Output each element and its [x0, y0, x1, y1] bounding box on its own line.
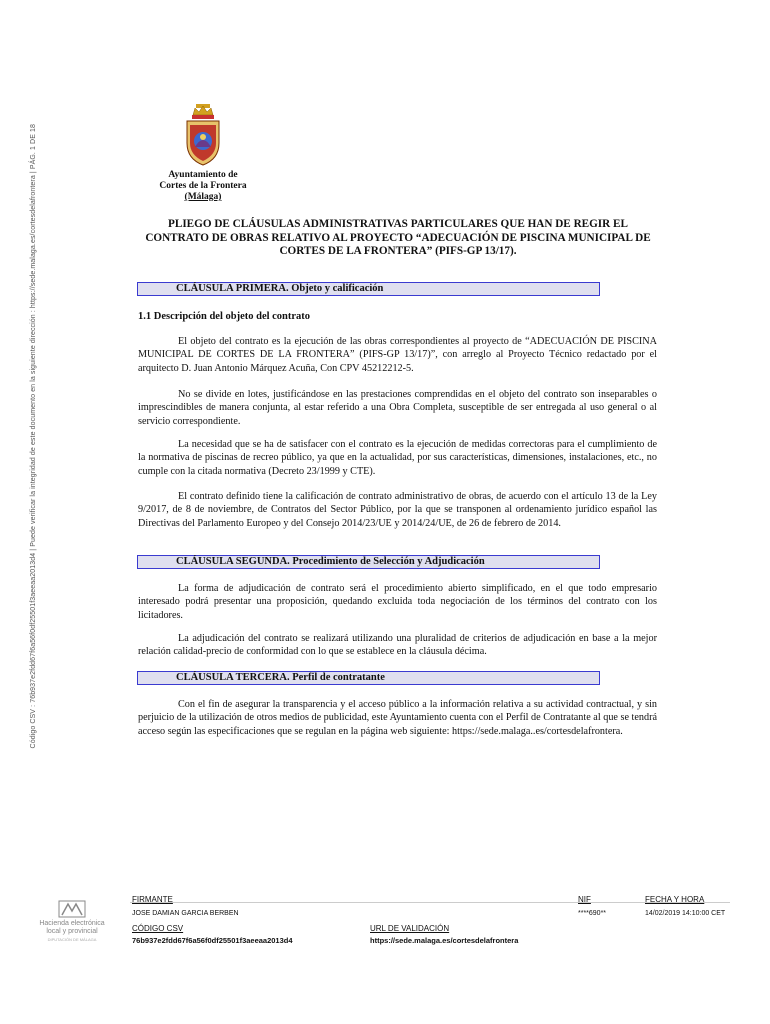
hacienda-logo-text: Hacienda electrónica local y provincial — [39, 920, 105, 935]
hacienda-logo-subtext: DIPUTACIÓN DE MÁLAGA — [47, 937, 97, 942]
clause-1-subheading: 1.1 Descripción del objeto del contrato — [138, 311, 311, 322]
signature-footer — [0, 885, 770, 955]
municipality-province: (Málaga) — [184, 192, 222, 202]
clause-1-heading: CLÁUSULA PRIMERA. Objeto y calificación — [137, 282, 600, 296]
municipality-line-2: Cortes de la Frontera — [159, 181, 247, 191]
footer-divider — [130, 902, 730, 903]
signer-value: JOSE DAMIAN GARCIA BERBEN — [132, 910, 239, 917]
csv-label: CÓDIGO CSV — [132, 924, 184, 933]
clause-1-paragraph-1: El objeto del contrato es la ejecución de las obras correspondientes al proyecto de “ADECUACIÓN DE PISCINA MUNICIPAL DE CORTES DE LA FRONTERA” (PIFS-GP 13/17)”, con arreglo al Proyecto Técnico redactado por el arquitecto D. Juan Antonio Márquez Acuña, Con CPV 45212212-5. — [138, 336, 657, 374]
clause-1-paragraph-2: No se divide en lotes, justificándose en las prestaciones comprendidas en el objeto del contrato son inseparables o imprescindibles de manera conjunta, al estar referido a una Obra Completa, susceptible de ser entregada al uso general o al servicio correspondiente. — [138, 389, 657, 427]
clause-1-paragraph-3: La necesidad que se ha de satisfacer con el contrato es la ejecución de medidas correctoras para el cumplimiento de la normativa de piscinas de recreo público, ya que en la actualidad, por sus características, dimensiones, instalaciones, etc., no cumple con la citada normativa (Decreto 23/1999 y CTE). — [138, 439, 657, 477]
clause-1-paragraph-4: El contrato definido tiene la calificación de contrato administrativo de obras, de acuerdo con el artículo 13 de la Ley 9/2017, de 8 de noviembre, de Contratos del Sector Público, por la que se transponen al ordenamiento jurídico español las Directivas del Parlamento Europeo y del Consejo 2014/23/UE y 2014/24/UE, de 26 de febrero de 2014. — [138, 491, 657, 529]
municipality-header — [140, 170, 266, 203]
validation-url-link[interactable]: https://sede.malaga.es/cortesdelafrontera — [370, 936, 519, 945]
verification-side-note: Código CSV : 76b937e2fdd67f6a56f0df25501f3aeeaa2013d4 | Puede verificar la integridad de este documento en la siguiente dirección : https://sede.malaga.es/cortesdelafrontera | PÁG. 1 DE 18 — [30, 124, 37, 749]
municipal-crest-icon — [183, 103, 223, 167]
date-value: 14/02/2019 14:10:00 CET — [645, 910, 726, 917]
signer-label: FIRMANTE — [132, 895, 173, 904]
clause-2-paragraph-2: La adjudicación del contrato se realizará utilizando una pluralidad de criterios de adjudicación en base a la mejor relación calidad-precio de conformidad con lo que se establece en la cláusula décima. — [138, 633, 657, 658]
nif-value: ****690** — [578, 910, 607, 917]
document-title: PLIEGO DE CLÁUSULAS ADMINISTRATIVAS PARTICULARES QUE HAN DE REGIR EL CONTRATO DE OBRAS RELATIVO AL PROYECTO “ADECUACIÓN DE PISCINA MUNICIPAL DE CORTES DE LA FRONTERA” (PIFS-GP 13/17). — [145, 218, 651, 257]
date-label: FECHA Y HORA — [645, 895, 705, 904]
clause-3-heading: CLÁUSULA TERCERA. Perfil de contratante — [137, 671, 600, 685]
clause-2-heading: CLÁUSULA SEGUNDA. Procedimiento de Selección y Adjudicación — [137, 555, 600, 569]
municipality-line-1: Ayuntamiento de — [168, 170, 238, 180]
hacienda-logo-icon — [58, 900, 86, 918]
csv-value: 76b937e2fdd67f6a56f0df25501f3aeeaa2013d4 — [132, 936, 293, 945]
clause-2-paragraph-1: La forma de adjudicación de contrato será el procedimiento abierto simplificado, en el que todo empresario interesado podrá presentar una proposición, quedando excluida toda negociación de los términos del contrato con los licitadores. — [138, 583, 657, 621]
clause-3-paragraph-1: Con el fin de asegurar la transparencia y el acceso público a la información relativa a su actividad contractual, y sin perjuicio de la utilización de otros medios de publicidad, este Ayuntamiento cuenta con el Perfil de Contratante al que se tendrá acceso según las especificaciones que se regulan en la página web siguiente: https://sede.malaga..es/cortesdelafrontera. — [138, 699, 657, 737]
nif-label: NIF — [578, 895, 591, 904]
validation-url-label: URL DE VALIDACIÓN — [370, 924, 450, 933]
